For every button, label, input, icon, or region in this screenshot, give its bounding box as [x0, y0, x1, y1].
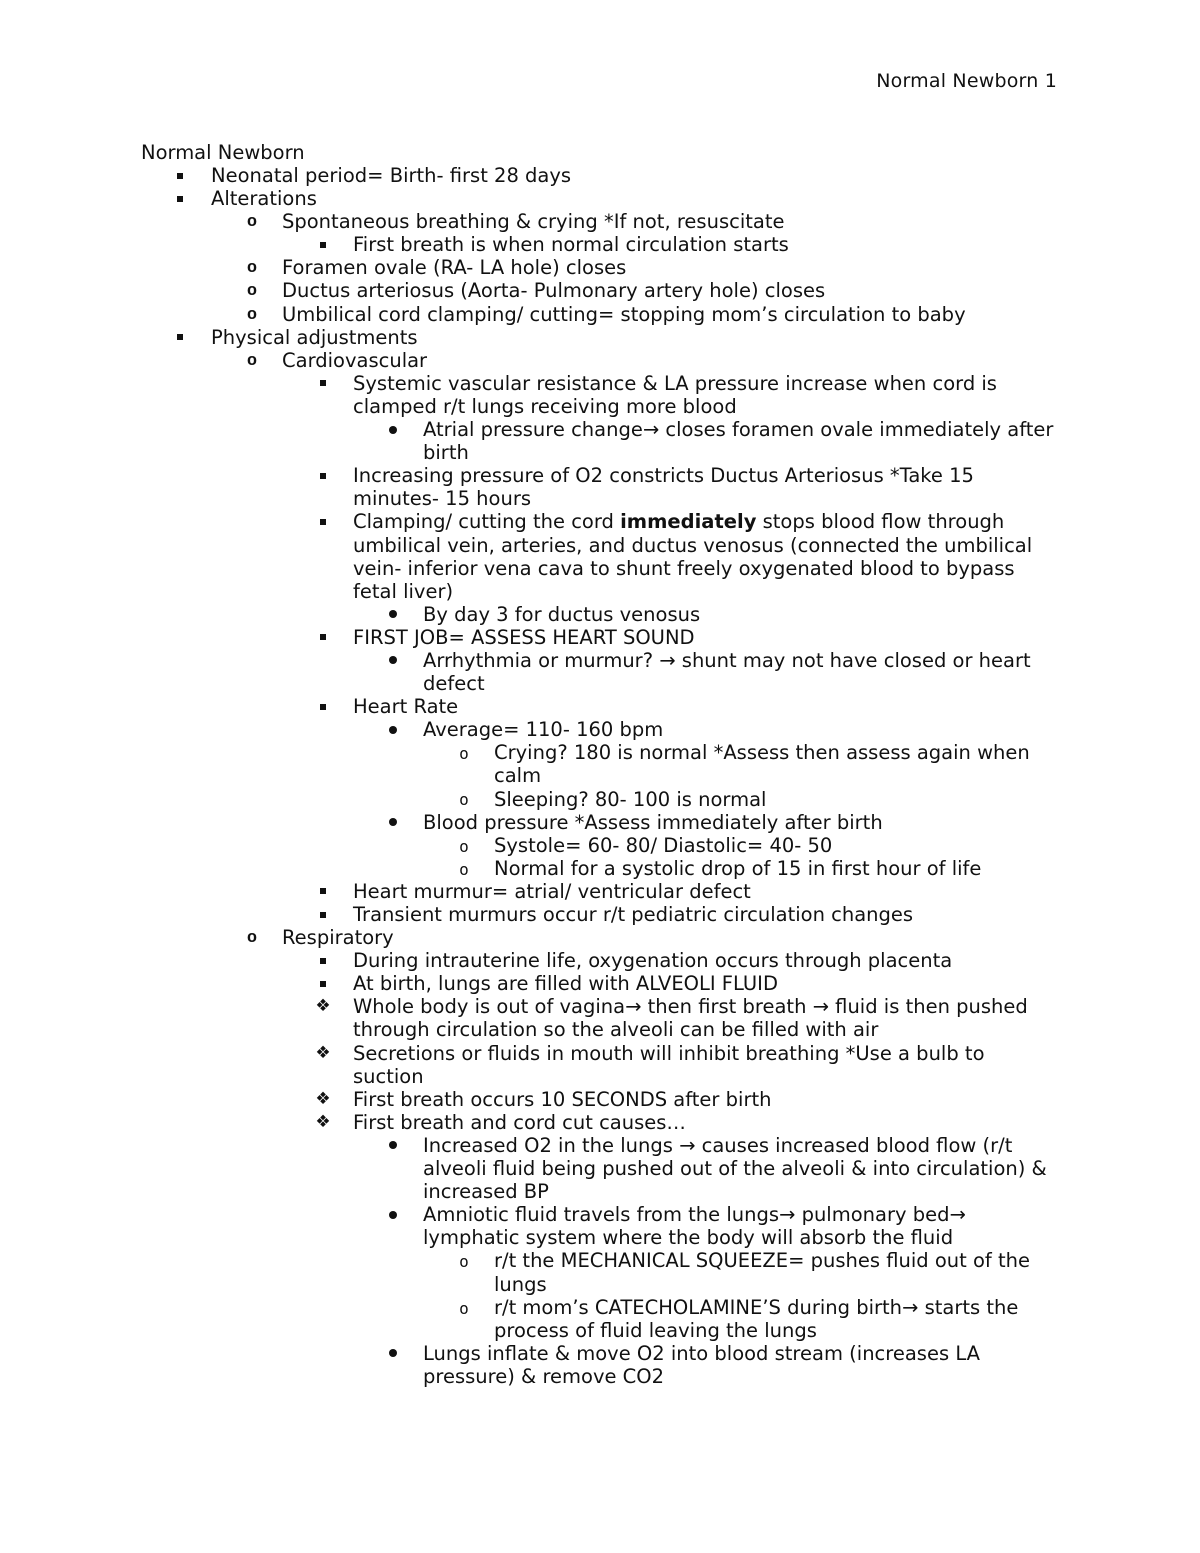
outline-item [141, 603, 1061, 626]
square-bullet-icon [311, 972, 335, 995]
outline-item-text: Atrial pressure change→ closes foramen ovale immediately after birth [423, 418, 1054, 465]
page-header-label: Normal Newborn 1 [876, 70, 1057, 92]
outline-item-text-post: stops blood flow through umbilical vein, arteries, and ductus venosus (connected the umbilical vein- inferior vena cava to shunt freely oxygenated blood to bypass fetal liver) [353, 510, 1033, 603]
outline-item-text: Umbilical cord clamping/ cutting= stopping mom’s circulation to baby [282, 302, 966, 326]
outline-item [141, 210, 1061, 233]
outline-item [141, 349, 1061, 372]
diamond-bullet-icon: ❖ [315, 1042, 331, 1063]
square-bullet-icon [311, 464, 335, 487]
square-bullet-icon [168, 326, 192, 349]
outline-item [141, 949, 1061, 972]
square-bullet-icon [311, 372, 335, 395]
outline-item-text: r/t mom’s CATECHOLAMINE’S during birth→ starts the process of fluid leaving the lungs [494, 1295, 1019, 1342]
square-bullet-icon [311, 510, 335, 533]
diamond-bullet-icon: ❖ [315, 996, 331, 1017]
dot-bullet-icon [381, 1342, 405, 1365]
square-bullet-icon [311, 233, 335, 256]
outline-item [141, 811, 1061, 834]
dot-bullet-icon [381, 649, 405, 672]
outline-item-text: Lungs inflate & move O2 into blood stream (increases LA pressure) & remove CO2 [423, 1341, 980, 1388]
circle-bullet-icon: o [246, 305, 258, 325]
outline-item [141, 279, 1061, 302]
outline-item-text: At birth, lungs are filled with ALVEOLI FLUID [353, 972, 778, 996]
outline-item-text: Alterations [211, 187, 317, 211]
outline-item [141, 926, 1061, 949]
dot-bullet-icon [381, 1134, 405, 1157]
outline-item-text: Sleeping? 80- 100 is normal [494, 787, 767, 811]
dot-bullet-icon [381, 603, 405, 626]
square-bullet-icon [311, 903, 335, 926]
outline-item-text-bold: immediately [620, 510, 757, 534]
outline-item-text: Heart Rate [353, 695, 459, 719]
circle-bullet-icon: o [246, 929, 258, 949]
outline-item [141, 788, 1061, 811]
outline-item-text: First breath and cord cut causes… [353, 1110, 686, 1134]
outline-item-text: Transient murmurs occur r/t pediatric circulation changes [353, 903, 914, 926]
outline-item [141, 741, 1061, 787]
outline-item [141, 649, 1061, 695]
outline-item [141, 233, 1061, 256]
outline-item-text: Crying? 180 is normal *Assess then assess again when calm [494, 741, 1030, 788]
square-bullet-icon [168, 164, 192, 187]
outline-item [141, 880, 1061, 903]
circle-bullet-icon: o [246, 259, 258, 279]
outline-item [141, 1342, 1061, 1388]
outline-item-text: Blood pressure *Assess immediately after birth [423, 810, 883, 834]
outline-item-text [353, 510, 1061, 602]
dot-bullet-icon [381, 811, 405, 834]
circle-bullet-icon: o [246, 351, 258, 371]
circle-bullet-icon: o [246, 213, 258, 233]
outline-item-text: Increased O2 in the lungs → causes increased blood flow (r/t alveoli fluid being pushed out of the alveoli & into circulation) & increased BP [423, 1133, 1047, 1204]
outline-item-text: Increasing pressure of O2 constricts Ductus Arteriosus *Take 15 minutes- 15 hours [353, 464, 974, 511]
outline-item [141, 1134, 1061, 1203]
outline-item [141, 372, 1061, 418]
square-bullet-icon [168, 187, 192, 210]
outline-item [141, 303, 1061, 326]
outline-item [141, 256, 1061, 279]
outline-item [141, 326, 1061, 349]
outline-item [141, 857, 1061, 880]
outline-item-text: Respiratory [282, 926, 394, 950]
outline-item-text: Average= 110- 160 bpm [423, 718, 664, 742]
circle-bullet-icon: o [459, 859, 469, 879]
dot-bullet-icon [381, 1203, 405, 1226]
outline-item-text: By day 3 for ductus venosus [423, 602, 701, 626]
outline-item-text: Neonatal period= Birth- first 28 days [211, 164, 572, 187]
outline-item-text: First breath is when normal circulation starts [353, 233, 789, 257]
outline-item-text: During intrauterine life, oxygenation occurs through placenta [353, 949, 953, 973]
outline-item-text: Secretions or fluids in mouth will inhibit breathing *Use a bulb to suction [353, 1041, 985, 1088]
outline-item-text: Heart murmur= atrial/ ventricular defect [353, 879, 751, 903]
outline-item-text: Systemic vascular resistance & LA pressure increase when cord is clamped r/t lungs receiving more blood [353, 371, 997, 418]
outline-item-text: Physical adjustments [211, 325, 418, 349]
outline-item [141, 510, 1061, 602]
circle-bullet-icon: o [459, 836, 469, 856]
outline-item [141, 903, 1061, 926]
outline-item [141, 1249, 1061, 1295]
outline-item-text: Spontaneous breathing & crying *If not, resuscitate [282, 210, 785, 234]
outline-item-text: Cardiovascular [282, 348, 428, 372]
outline-item [141, 164, 1061, 187]
circle-bullet-icon: o [459, 1298, 469, 1318]
diamond-bullet-icon: ❖ [315, 1088, 331, 1109]
outline-item [141, 1296, 1061, 1342]
document-title: Normal Newborn [141, 141, 305, 164]
outline-item [141, 995, 1061, 1041]
outline-item-text: Amniotic fluid travels from the lungs→ pulmonary bed→ lymphatic system where the body will absorb the fluid [423, 1203, 966, 1250]
circle-bullet-icon: o [459, 1252, 469, 1272]
outline-item-text-pre: Clamping/ cutting the cord [353, 510, 621, 534]
square-bullet-icon [311, 626, 335, 649]
circle-bullet-icon: o [246, 282, 258, 302]
outline-item-text: Whole body is out of vagina→ then first breath → fluid is then pushed through circulation so the alveoli can be filled with air [353, 995, 1028, 1042]
outline-item-text: r/t the MECHANICAL SQUEEZE= pushes fluid out of the lungs [494, 1249, 1030, 1296]
square-bullet-icon [311, 880, 335, 903]
square-bullet-icon [311, 949, 335, 972]
circle-bullet-icon: o [459, 744, 469, 764]
outline-item-text: Normal for a systolic drop of 15 in first hour of life [494, 856, 982, 880]
outline-list [141, 164, 1061, 1388]
outline-item [141, 1203, 1061, 1249]
outline-item-text: Ductus arteriosus (Aorta- Pulmonary artery hole) closes [282, 279, 826, 303]
outline-item [141, 1088, 1061, 1111]
outline-item [141, 464, 1061, 510]
outline-item [141, 834, 1061, 857]
outline-item [141, 1111, 1061, 1134]
outline-item [141, 695, 1061, 718]
diamond-bullet-icon: ❖ [315, 1111, 331, 1132]
outline-item-text: FIRST JOB= ASSESS HEART SOUND [353, 625, 695, 649]
outline-item [141, 187, 1061, 210]
outline-item-text: First breath occurs 10 SECONDS after birth [353, 1087, 772, 1111]
outline-item-text: Arrhythmia or murmur? → shunt may not have closed or heart defect [423, 648, 1031, 696]
outline-item [141, 418, 1061, 464]
outline-item-text: Foramen ovale (RA- LA hole) closes [282, 256, 627, 280]
outline-item-text: Systole= 60- 80/ Diastolic= 40- 50 [494, 833, 833, 857]
dot-bullet-icon [381, 418, 405, 441]
circle-bullet-icon: o [459, 790, 469, 810]
dot-bullet-icon [381, 718, 405, 741]
outline-item [141, 626, 1061, 649]
outline-item [141, 718, 1061, 741]
square-bullet-icon [311, 695, 335, 718]
outline-item [141, 972, 1061, 995]
outline-item [141, 1042, 1061, 1088]
